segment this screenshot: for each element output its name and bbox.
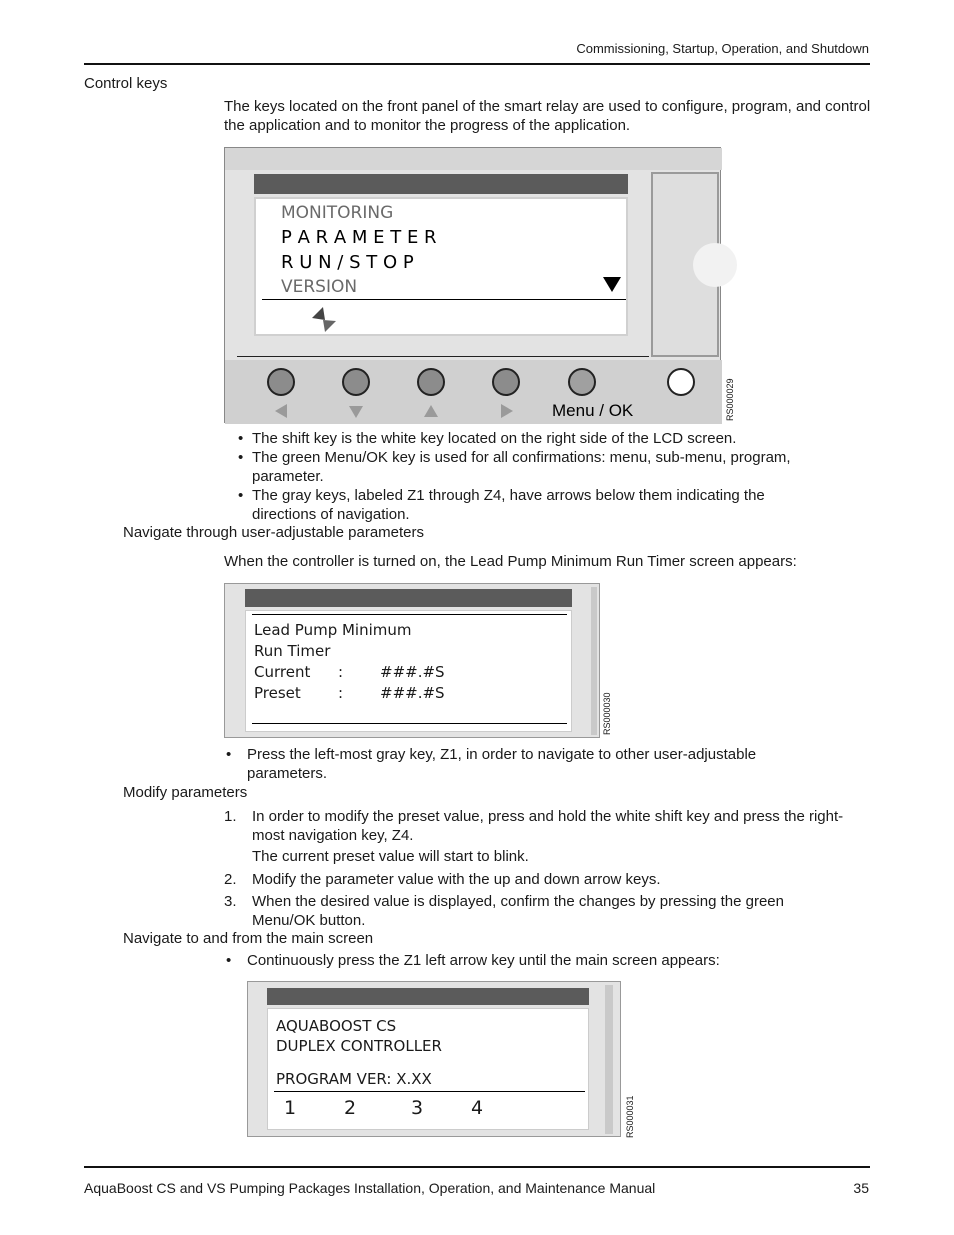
- screen-number-1: 1: [284, 1097, 297, 1119]
- screen-number-4: 4: [471, 1097, 484, 1119]
- current-label: Current: [254, 663, 311, 681]
- current-separator: :: [338, 663, 344, 681]
- step-1-note: The current preset value will start to blink.: [252, 848, 529, 865]
- menu-ok-label: Menu / OK: [552, 401, 634, 420]
- running-header: Commissioning, Startup, Operation, and Shutdown: [576, 41, 869, 56]
- current-value: ###.#S: [380, 663, 445, 681]
- panel-divider: [237, 356, 649, 357]
- page-number: 35: [853, 1180, 869, 1196]
- figure-id: RS000031: [625, 1095, 635, 1138]
- screen-number-3: 3: [411, 1097, 424, 1119]
- smart-relay-panel-figure: [224, 147, 735, 423]
- section-heading-modify-params: Modify parameters: [123, 784, 248, 801]
- footer-title: AquaBoost CS and VS Pumping Packages Installation, Operation, and Maintenance Manual: [84, 1180, 656, 1196]
- section-heading-navigate-main: Navigate to and from the main screen: [123, 930, 374, 947]
- header-rule: [84, 63, 870, 65]
- section-heading-navigate-params: Navigate through user-adjustable parameters: [123, 524, 425, 541]
- preset-separator: :: [338, 684, 344, 702]
- menu-line-parameter: P A R A M E T E R: [281, 227, 437, 248]
- menu-line-version: VERSION: [281, 277, 358, 297]
- panel-notch: [693, 243, 737, 287]
- control-keys-intro: The keys located on the front panel of the smart relay are used to configure, program, and control the application and to monitor the progress of the application.: [224, 98, 871, 134]
- z1-key[interactable]: [267, 368, 295, 396]
- up-arrow-icon: [424, 405, 438, 417]
- scroll-down-icon: [603, 277, 621, 292]
- preset-label: Preset: [254, 684, 301, 702]
- right-arrow-icon: [501, 404, 513, 418]
- z3-key[interactable]: [417, 368, 445, 396]
- screen-line-aquaboost: AQUABOOST CS: [276, 1017, 397, 1035]
- cursor-icon: [309, 307, 339, 333]
- menu-line-run-stop: R U N / S T O P: [281, 252, 414, 273]
- z2-key[interactable]: [342, 368, 370, 396]
- screen-line-lead-pump: Lead Pump Minimum: [254, 621, 412, 639]
- lead-pump-timer-screen-figure: [224, 583, 612, 738]
- menu-ok-key[interactable]: [568, 368, 596, 396]
- footer-rule: [84, 1166, 870, 1168]
- z4-key[interactable]: [492, 368, 520, 396]
- down-arrow-icon: [349, 406, 363, 418]
- lcd-title-bar: [254, 174, 628, 194]
- screen-number-2: 2: [344, 1097, 357, 1119]
- preset-value: ###.#S: [380, 684, 445, 702]
- menu-line-monitoring: MONITORING: [281, 203, 394, 223]
- screen-line-run-timer: Run Timer: [254, 642, 331, 660]
- figure-id: RS000029: [725, 378, 735, 421]
- screen-line-program-ver: PROGRAM VER: X.XX: [276, 1070, 432, 1088]
- lcd-screen: [254, 197, 628, 336]
- shift-key[interactable]: [667, 368, 695, 396]
- section-heading-control-keys: Control keys: [84, 75, 168, 92]
- left-arrow-icon: [275, 404, 287, 418]
- screen-line-duplex: DUPLEX CONTROLLER: [276, 1037, 442, 1055]
- lcd-divider: [262, 299, 626, 300]
- main-screen-figure: [247, 981, 635, 1138]
- figure-id: RS000030: [602, 692, 612, 735]
- navigate-params-intro: When the controller is turned on, the Lead Pump Minimum Run Timer screen appears:: [224, 553, 797, 570]
